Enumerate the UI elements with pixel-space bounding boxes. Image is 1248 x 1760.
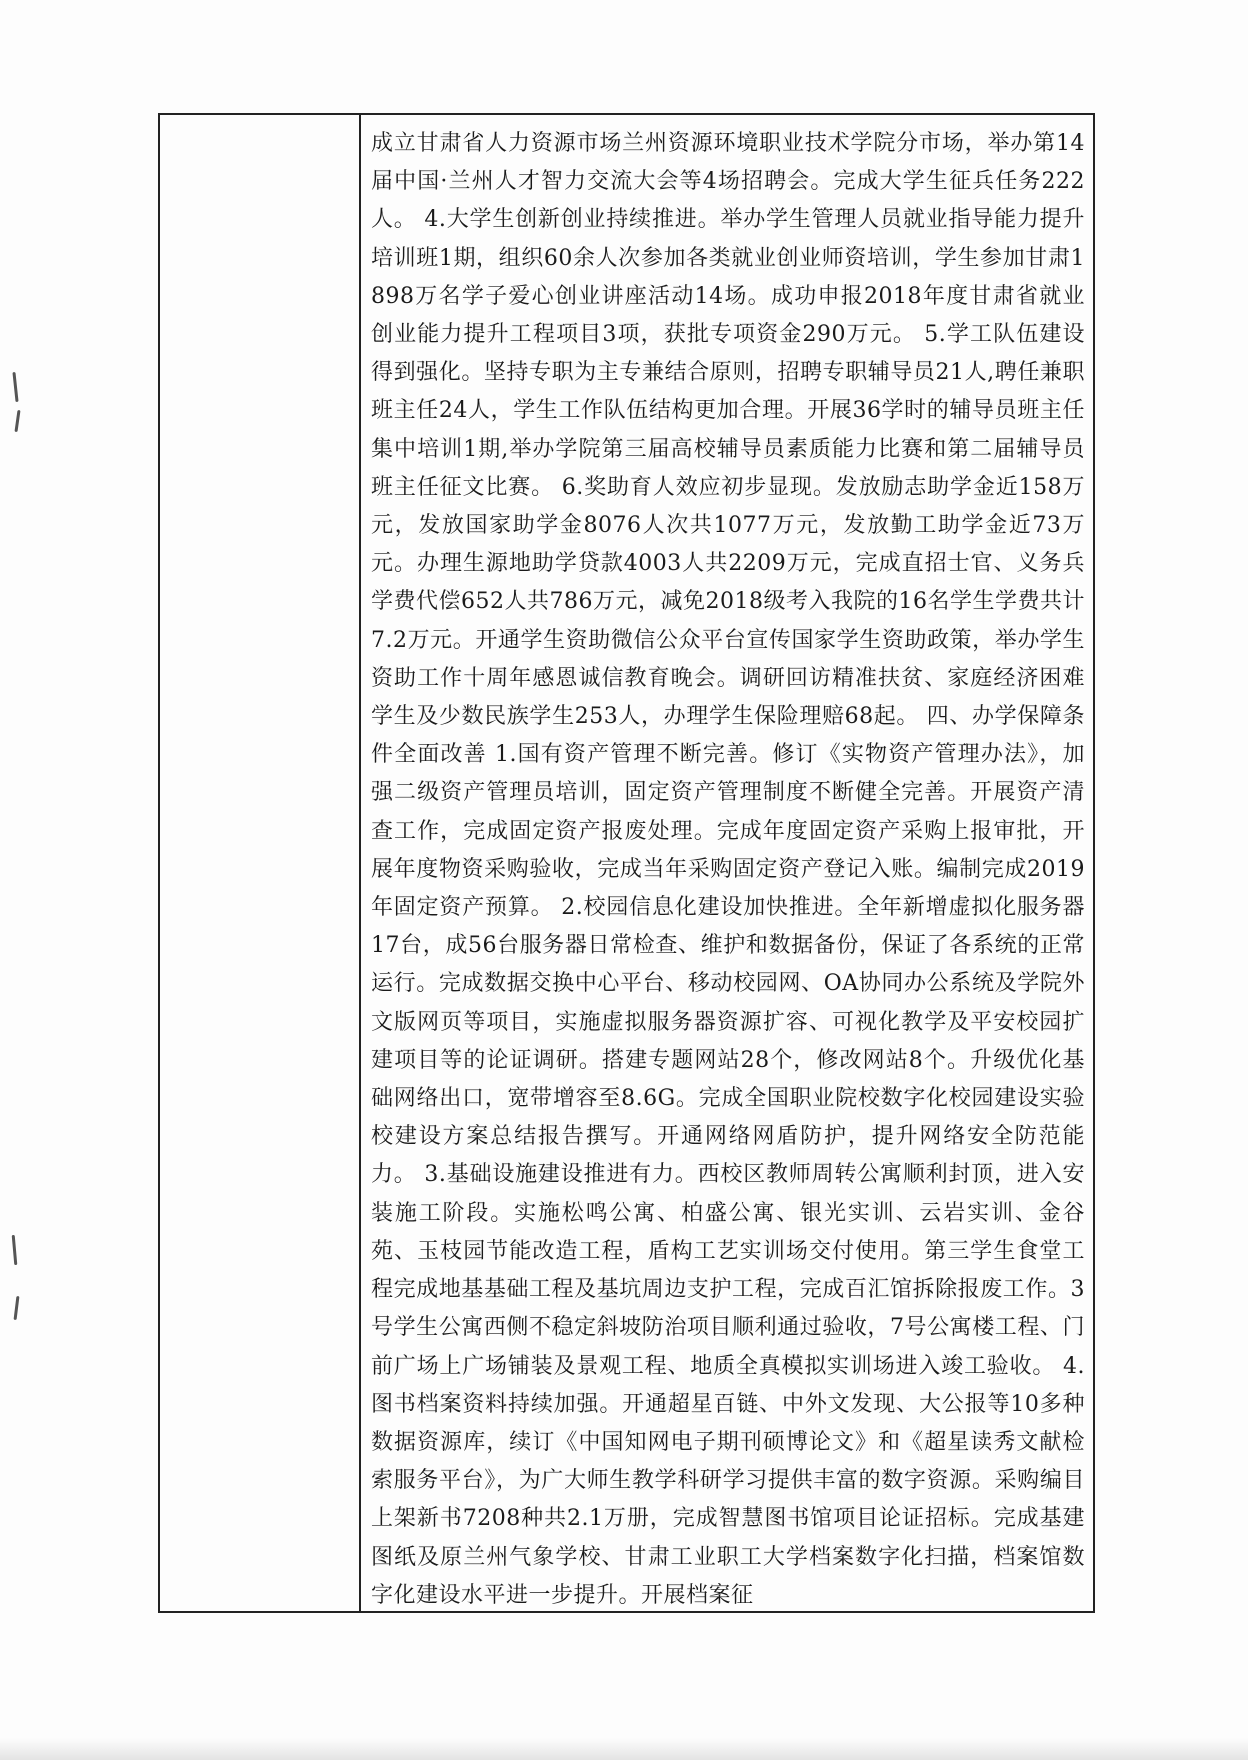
scan-mark-top xyxy=(12,372,18,402)
table-label-column xyxy=(160,115,361,1611)
scan-mark-top-lower xyxy=(14,410,20,432)
report-table xyxy=(158,113,1095,1613)
page-bottom-edge xyxy=(0,1738,1248,1760)
scan-mark-bottom-lower xyxy=(14,1296,20,1320)
body-paragraph: 成立甘肃省人力资源市场兰州资源环境职业技术学院分市场，举办第14届中国·兰州人才智力交流大会等4场招聘会。完成大学生征兵任务222人。 4.大学生创新创业持续推进。举办学生管理人员就业指导能力提升培训班1期，组织60余人次参加各类就业创业师资培训，学生参加甘肃1898万名学子爱心创业讲座活动14场。成功申报2018年度甘肃省就业创业能力提升工程项目3项，获批专项资金290万元。 5.学工队伍建设得到强化。坚持专职为主专兼结合原则，招聘专职辅导员21人,聘任兼职班主任24人，学生工作队伍结构更加合理。开展36学时的辅导员班主任集中培训1期,举办学院第三届高校辅导员素质能力比赛和第二届辅导员班主任征文比赛。 6.奖助育人效应初步显现。发放励志助学金近158万元，发放国家助学金8076人次共1077万元，发放勤工助学金近73万元。办理生源地助学贷款4003人共2209万元，完成直招士官、义务兵学费代偿652人共786万元，减免2018级考入我院的16名学生学费共计7.2万元。开通学生资助微信公众平台宣传国家学生资助政策，举办学生资助工作十周年感恩诚信教育晚会。调研回访精准扶贫、家庭经济困难学生及少数民族学生253人，办理学生保险理赔68起。 四、办学保障条件全面改善 1.国有资产管理不断完善。修订《实物资产管理办法》，加强二级资产管理员培训，固定资产管理制度不断健全完善。开展资产清查工作，完成固定资产报废处理。完成年度固定资产采购上报审批，开展年度物资采购验收，完成当年采购固定资产登记入账。编制完成2019年固定资产预算。 2.校园信息化建设加快推进。全年新增虚拟化服务器17台，成56台服务器日常检查、维护和数据备份，保证了各系统的正常运行。完成数据交换中心平台、移动校园网、OA协同办公系统及学院外文版网页等项目，实施虚拟服务器资源扩容、可视化教学及平安校园扩建项目等的论证调研。搭建专题网站28个，修改网站8个。升级优化基础网络出口，宽带增容至8.6G。完成全国职业院校数字化校园建设实验校建设方案总结报告撰写。开通网络网盾防护，提升网络安全防范能力。 3.基础设施建设推进有力。西校区教师周转公寓顺利封顶，进入安装施工阶段。实施松鸣公寓、柏盛公寓、银光实训、云岩实训、金谷苑、玉枝园节能改造工程，盾构工艺实训场交付使用。第三学生食堂工程完成地基基础工程及基坑周边支护工程，完成百汇馆拆除报废工作。3号学生公寓西侧不稳定斜坡防治项目顺利通过验收，7号公寓楼工程、门前广场上广场铺装及景观工程、地质全真模拟实训场进入竣工验收。 4.图书档案资料持续加强。开通超星百链、中外文发现、大公报等10多种数据资源库，续订《中国知网电子期刊硕博论文》和《超星读秀文献检索服务平台》，为广大师生教学科研学习提供丰富的数字资源。采购编目上架新书7208种共2.1万册，完成智慧图书馆项目论证招标。完成基建图纸及原兰州气象学校、甘肃工业职工大学档案数字化扫描，档案馆数字化建设水平进一步提升。开展档案征 xyxy=(371,131,1085,1608)
table-content-column xyxy=(361,115,1093,1611)
scan-mark-bottom xyxy=(12,1235,18,1265)
